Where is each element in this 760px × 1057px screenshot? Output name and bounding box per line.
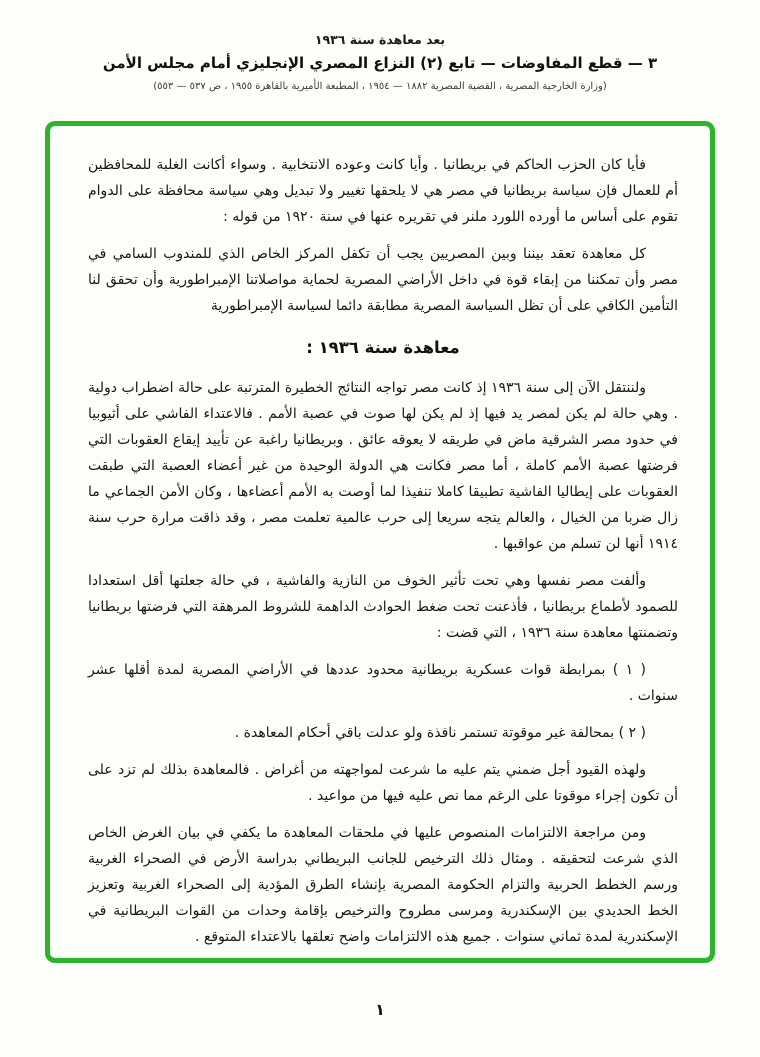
treaty-clause-2: ( ٢ ) بمحالفة غير موقوتة تستمر نافذة ولو عدلت باقي أحكام المعاهدة . (234, 725, 646, 741)
document-body (88, 152, 678, 950)
paragraph-milner-quote: كل معاهدة تعقد بيننا وبين المصريين يجب أن تكفل المركز الخاص الذي للمندوب السامي في مصر وأن تمكننا من إبقاء قوة في داخل الأراضي المصرية لحماية مواصلاتنا الإمبراطورية وأن تحقق لنا التأمين الكافي على أن تظل السياسة المصرية مطابقة دائما لسياسة الإمبراطورية (88, 246, 678, 314)
treaty-clause-1: ( ١ ) بمرابطة قوات عسكرية بريطانية محدود عددها في الأراضي المصرية لمدة أقلها عشر سنوات . (88, 662, 678, 704)
paragraph-egypt-pressure: وألفت مصر نفسها وهي تحت تأثير الخوف من النازية والفاشية ، في حالة جعلتها أقل استعدادا للصمود لأطماع بريطانيا ، فأذعنت تحت ضغط الحوادث الداهمة للشروط المرهقة التي فرضتها بريطانيا وتضمنتها معاهدة سنة ١٩٣٦ ، التي قضت : (88, 573, 678, 641)
page-title: ٣ — قطع المفاوضات — تابع (٢) النزاع المصري الإنجليزي أمام مجلس الأمن (102, 54, 658, 72)
paragraph-intro: فأيا كان الحزب الحاكم في بريطانيا . وأيا كانت وعوده الانتخابية . وسواء أكانت الغلبة للمحافظين أم للعمال فإن سياسة بريطانيا في مصر هي لا يلحقها تغيير ولا تبديل وهي سياسة محافظة على الدوام تقوم على أساس ما أورده اللورد ملنر في تقريره عنها في سنة ١٩٢٠ من قوله : (88, 157, 678, 225)
highlight-box (45, 121, 715, 963)
header-kicker: بعد معاهدة سنة ١٩٣٦ (314, 32, 446, 47)
source-citation: (وزارة الخارجية المصرية ، القضية المصرية ١٨٨٢ — ١٩٥٤ ، المطبعة الأميرية بالقاهرة ١٩٥٥ ، ص ٥٣٧ — ٥٥٣) (153, 81, 607, 92)
paragraph-annex-obligations: ومن مراجعة الالتزامات المنصوص عليها في ملحقات المعاهدة ما يكفي في بيان الغرض الخاص الذي شرعت لتحقيقه . ومثال ذلك الترخيص للجانب البريطاني بدراسة الأرض في الصحراء الغربية ورسم الخطط الحربية والتزام الحكومة المصرية بإنشاء الطرق المؤدية إلى الصحراء الغربية وتعزيز الخط الحديدي بين الإسكندرية ومرسى مطروح والترخيص بإقامة وحدات من القوات البريطانية في الإسكندرية لمدة ثماني سنوات . جميع هذه الالتزامات واضح تعلقها بالاعتداء المتوقع . (88, 825, 678, 945)
page-number: ١ (375, 1000, 385, 1019)
paragraph-implicit-term: ولهذه القيود أجل ضمني يتم عليه ما شرعت لمواجهته من أغراض . فالمعاهدة بذلك لم تزد على أن تكون إجراء موقوتا على الرغم مما نص عليه فيها من مواعيد . (88, 762, 678, 804)
section-heading-treaty-1936: معاهدة سنة ١٩٣٦ : (306, 338, 460, 357)
paragraph-context-1936: ولننتقل الآن إلى سنة ١٩٣٦ إذ كانت مصر تواجه النتائج الخطيرة المترتبة على حالة اضطراب دولية . وهي حالة لم يكن لمصر يد فيها إذ لم يكن لها صوت في عصبة الأمم . فالاعتداء الفاشي على أثيوبيا في حدود مصر الشرقية ماض في طريقه لا يعوقه عائق . وبريطانيا راغبة عن تأييد إيقاع العقوبات التي فرضتها عصبة الأمم كاملة ، أما مصر فكانت هي الدولة الوحيدة من غير أعضاء العصبة التي طبقت العقوبات على إيطاليا الفاشية تطبيقا كاملا تنفيذا لما أوصت به الأمم أعضاءها ، وكان الأمن الجماعي ما زال ضربا من الخيال ، والعالم يتجه سريعا إلى حرب عالمية تعلمت مصر ، وقد ذاقت مرارة حرب سنة ١٩١٤ أنها لن تسلم من عواقبها . (88, 380, 678, 552)
document-header (0, 0, 760, 92)
